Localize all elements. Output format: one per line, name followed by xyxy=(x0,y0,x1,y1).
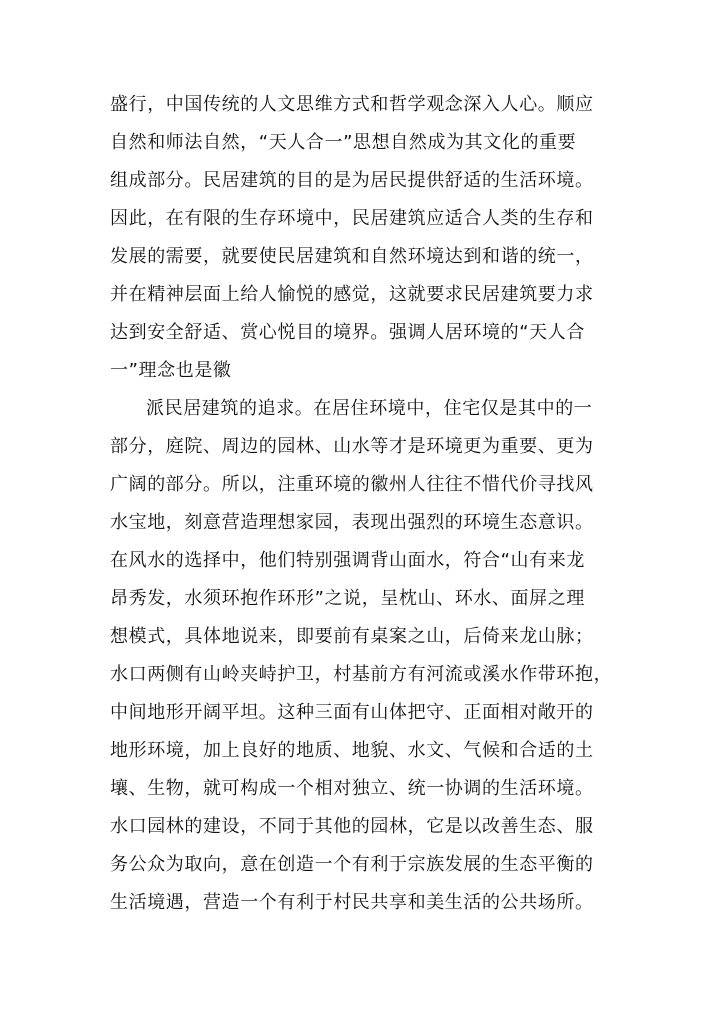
paragraph-1-line-4: 因此，在有限的生存环境中，民居建筑应适合人类的生存和 xyxy=(110,208,594,229)
paragraph-2-line-5: 在风水的选择中，他们特别强调背山面水，符合“山有来龙 xyxy=(110,550,585,571)
paragraph-1-line-3: 组成部分。民居建筑的目的是为居民提供舒适的生活环境。 xyxy=(110,170,594,191)
paragraph-1-line-6: 并在精神层面上给人愉悦的感觉，这就要求民居建筑要力求 xyxy=(110,284,594,305)
paragraph-2-line-13: 务公众为取向，意在创造一个有利于宗族发展的生态平衡的 xyxy=(110,854,594,875)
paragraph-2-line-10: 地形环境，加上良好的地质、地貌、水文、气候和合适的土 xyxy=(110,740,594,761)
paragraph-2-line-9: 中间地形开阔平坦。这种三面有山体把守、正面相对敞开的 xyxy=(110,702,594,723)
paragraph-2-line-6: 昂秀发，水须环抱作环形”之说，呈枕山、环水、面屏之理 xyxy=(110,588,585,609)
paragraph-1-line-2: 自然和师法自然，“天人合一”思想自然成为其文化的重要 xyxy=(110,132,577,153)
paragraph-2-line-3: 广阔的部分。所以，注重环境的徽州人往往不惜代价寻找风 xyxy=(110,474,594,495)
paragraph-2-line-4: 水宝地，刻意营造理想家园，表现出强烈的环境生态意识。 xyxy=(110,512,594,533)
paragraph-2-line-1: 派民居建筑的追求。在居住环境中，住宅仅是其中的一 xyxy=(146,398,593,419)
paragraph-2-line-7: 想模式，具体地说来，即要前有桌案之山，后倚来龙山脉； xyxy=(110,626,594,647)
paragraph-2-line-8: 水口两侧有山岭夹峙护卫，村基前方有河流或溪水作带环抱， xyxy=(110,664,613,685)
paragraph-2-line-14: 生活境遇，营造一个有利于村民共享和美生活的公共场所。 xyxy=(110,892,594,913)
paragraph-1-line-7: 达到安全舒适、赏心悦目的境界。强调人居环境的“天人合 xyxy=(110,322,585,343)
paragraph-2-line-2: 部分，庭院、周边的园林、山水等才是环境更为重要、更为 xyxy=(110,436,594,457)
paragraph-2-line-12: 水口园林的建设，不同于其他的园林，它是以改善生态、服 xyxy=(110,816,594,837)
paragraph-1-line-8: 一”理念也是徽 xyxy=(110,360,232,381)
paragraph-1-line-5: 发展的需要，就要使民居建筑和自然环境达到和谐的统一， xyxy=(110,246,594,267)
paragraph-1-line-1: 盛行，中国传统的人文思维方式和哲学观念深入人心。顺应 xyxy=(110,94,594,115)
paragraph-2-line-11: 壤、生物，就可构成一个相对独立、统一协调的生活环境。 xyxy=(110,778,594,799)
